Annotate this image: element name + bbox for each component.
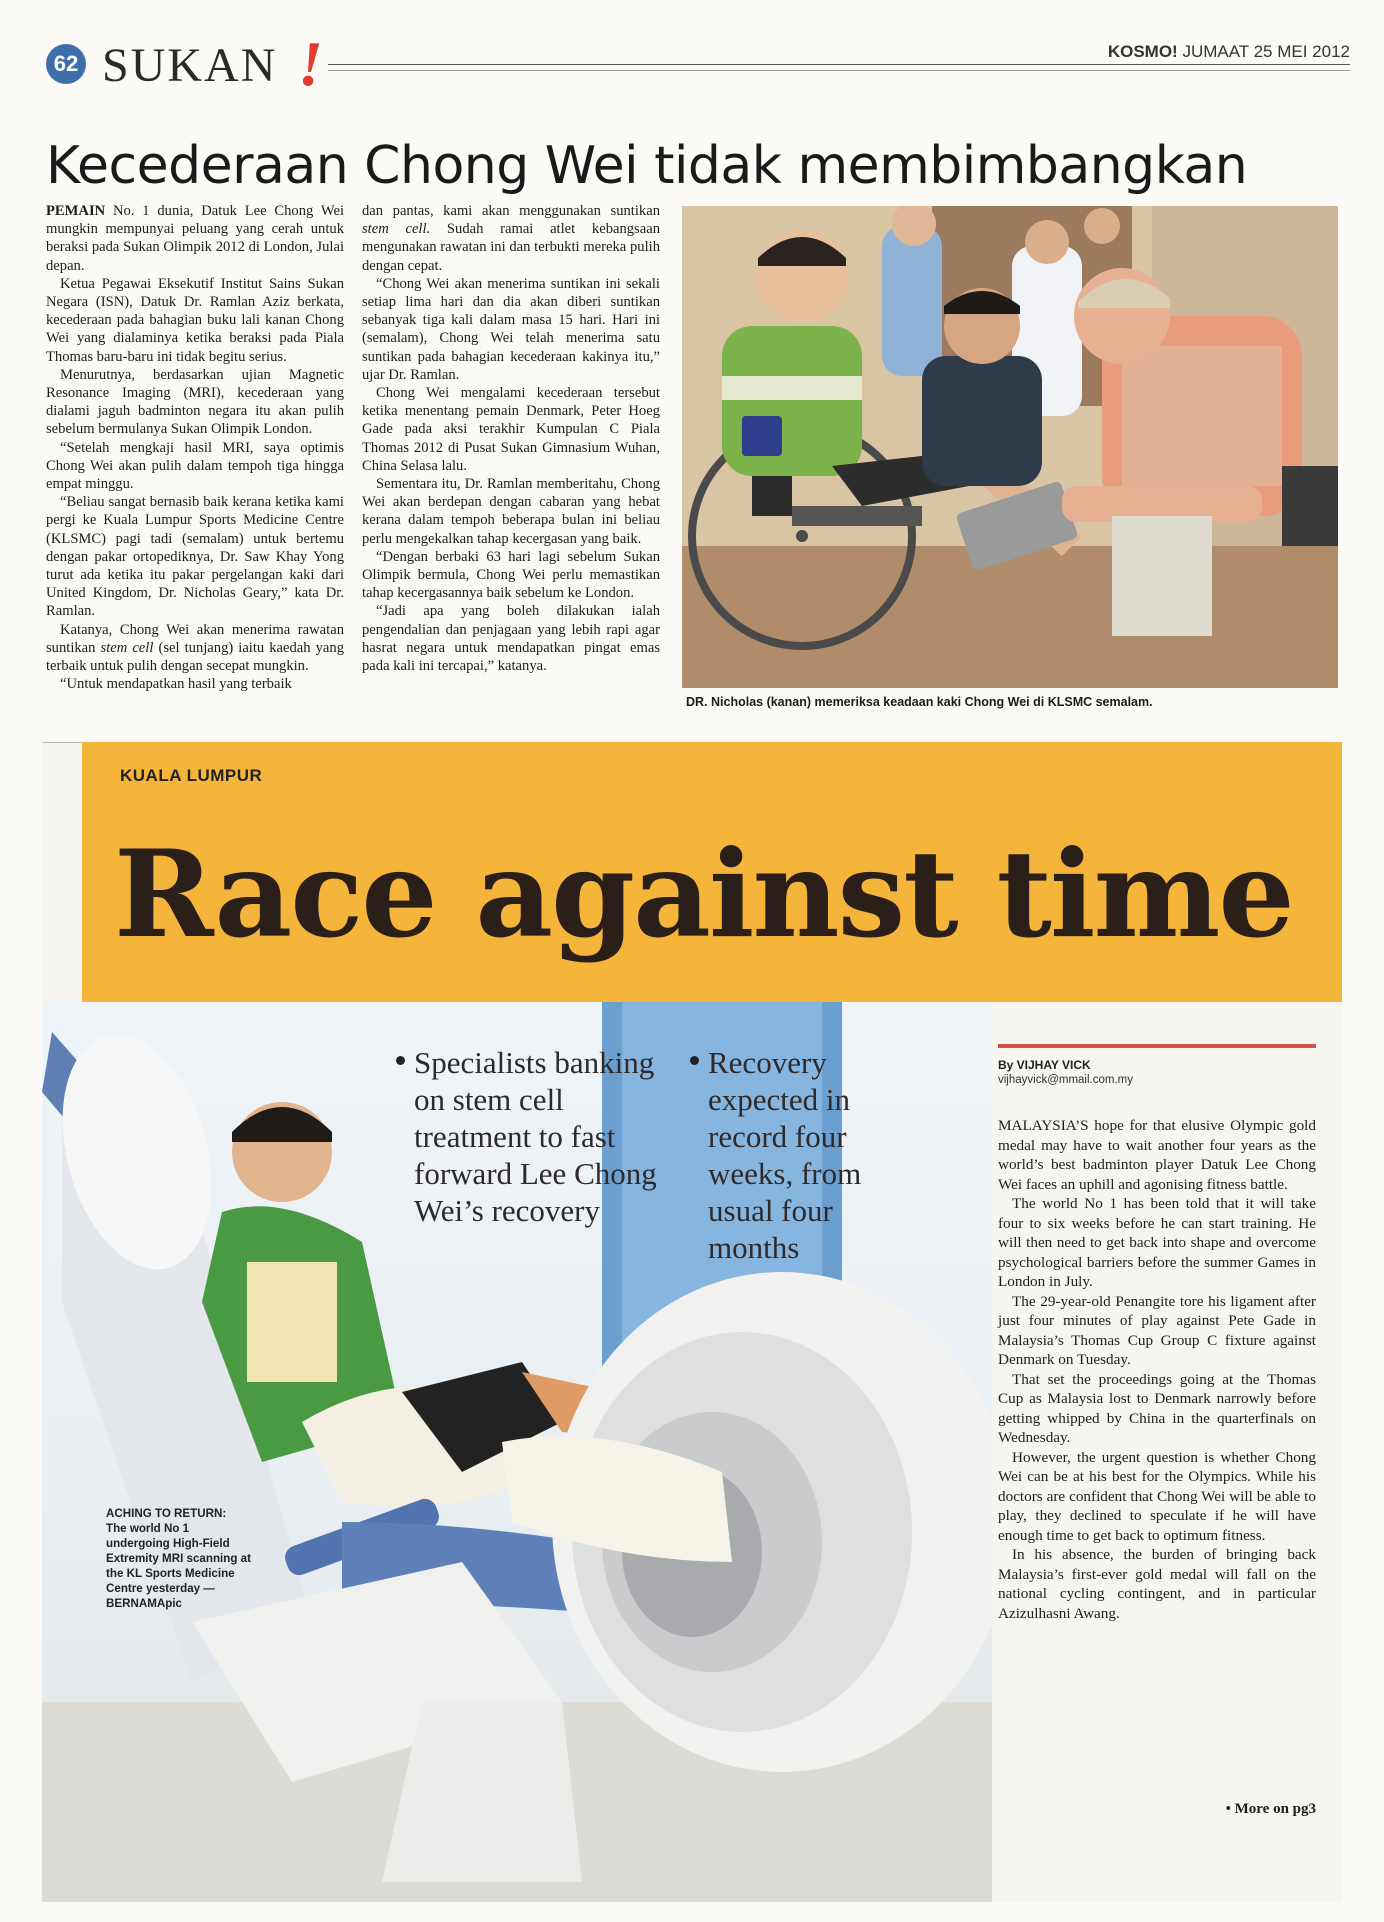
paragraph: “Beliau sangat bernasib baik kerana ketika kami pergi ke Kuala Lumpur Sports Medicine Centre (KLSMC) pagi tadi (semalam) untuk bertemu dengan pakar ortopediknya, Dr. Saw Khay Yong turut ada ketika itu pakar pergelangan kaki dari United Kingdom, Dr. Nicholas Geary,” kata Dr. Ramlan. <box>46 494 344 620</box>
paragraph-text: Sudah ramai atlet kebangsaan mengunakan rawatan ini dan terbukti mereka pulih dengan cepat. <box>362 221 660 274</box>
paragraph <box>362 202 660 275</box>
paragraph: However, the urgent question is whether Chong Wei can be at his best for the Olympics. While his doctors are confident that Chong Wei will be able to play, they declined to speculate if he will have enough time to get back to optimum fitness. <box>998 1448 1316 1544</box>
section-exclamation: ! <box>298 28 323 99</box>
byline-rule <box>998 1044 1316 1048</box>
paragraph: “Chong Wei akan menerima suntikan ini sekali setiap lima hari dan dia akan diberi suntikan sebanyak tiga kali dalam masa 15 hari. Hari ini (semalam), Chong Wei telah menerima satu suntikan pada bahagian kecederaan kakinya itu,” ujar Dr. Ramlan. <box>362 275 660 383</box>
photo-caption: DR. Nicholas (kanan) memeriksa keadaan kaki Chong Wei di KLSMC semalam. <box>686 695 1153 709</box>
bullet-dot <box>396 1056 405 1065</box>
bullet-text: Specialists banking on stem cell treatment to fast forward Lee Chong Wei’s recovery <box>414 1045 657 1228</box>
paragraph: Menurutnya, berdasarkan ujian Magnetic Resonance Imaging (MRI), kecederaan yang dialami jaguh badminton negara itu akan pulih sebelum bermulanya Sukan Olimpik London. <box>46 366 344 438</box>
section-title: SUKAN <box>102 39 278 92</box>
paragraph: That set the proceedings going at the Thomas Cup as Malaysia lost to Denmark narrowly before getting whipped by China in the quarterfinals on Wednesday. <box>998 1370 1316 1446</box>
paragraph <box>46 202 344 275</box>
summary-bullet <box>414 1044 674 1229</box>
emphasis: stem cell <box>100 639 154 656</box>
kicker: PEMAIN <box>46 203 106 219</box>
paragraph-text: dan pantas, kami akan menggunakan suntikan <box>362 203 660 219</box>
paragraph: “Setelah mengkaji hasil MRI, saya optimis Chong Wei akan pulih dalam tempoh tiga hingga empat minggu. <box>46 439 344 493</box>
bullet-dot <box>690 1056 699 1065</box>
top-headline: Kecederaan Chong Wei tidak membimbangkan <box>46 136 1248 196</box>
article-column-1 <box>46 202 344 693</box>
paragraph: “Jadi apa yang boleh dilakukan ialah pengendalian dan penjagaan yang lebih rapi agar hasrat negara untuk mendapatkan pingat emas pada kali ini tercapai,” katanya. <box>362 603 660 675</box>
paragraph-text: No. 1 dunia, Datuk Lee Chong Wei mungkin mempunyai peluang yang cerah untuk beraksi pada Sukan Olimpik 2012 di London, Julai depan. <box>46 203 344 274</box>
bullet-text: Recovery expected in record four weeks, from usual four months <box>708 1045 862 1265</box>
paragraph: In his absence, the burden of bringing back Malaysia’s first-ever gold medal will fall on the national cycling contingent, and in particular Azizulhasni Awang. <box>998 1546 1316 1622</box>
emphasis: stem cell. <box>362 221 431 238</box>
masthead <box>46 28 1350 99</box>
caption-text: The world No 1 undergoing High-Field Extremity MRI scanning at the KL Sports Medicine Centre yesterday — BERNAMApic <box>106 1522 251 1610</box>
paragraph: MALAYSIA’S hope for that elusive Olympic gold medal may have to wait another four years as the world’s best badminton player Datuk Lee Chong Wei faces an uphill and agonising fitness battle. <box>998 1117 1316 1193</box>
continued-link[interactable]: • More on pg3 <box>1225 1801 1316 1817</box>
feature-headline: Race against time <box>114 824 1293 965</box>
paragraph: Chong Wei mengalami kecederaan tersebut ketika menentang pemain Denmark, Peter Hoeg Gade pada aksi terakhir Kumpulan C Piala Thomas 2012 di Pusat Sukan Gimnasium Wuhan, China Selasa lalu. <box>362 385 660 474</box>
paragraph: Sementara itu, Dr. Ramlan memberitahu, Chong Wei akan berdepan dengan cabaran yang hebat kerana dalam tempoh beberapa bulan ini beliau perlu mengekalkan tahap kecergasan yang baik. <box>362 476 660 547</box>
publication-name: KOSMO! <box>1107 42 1178 61</box>
feature-body <box>998 1116 1316 1623</box>
dateline: KUALA LUMPUR <box>120 766 263 785</box>
paragraph-text: (sel tunjang) iaitu kaedah yang terbaik untuk pulih dengan secepat mungkin. <box>46 639 345 675</box>
author-email: vijhayvick@mmail.com.my <box>998 1074 1133 1086</box>
paragraph: “Untuk mendapatkan hasil yang terbaik <box>60 676 292 693</box>
article-column-2 <box>362 202 660 675</box>
doctor-exam-illustration <box>682 206 1338 688</box>
masthead-rule-thin <box>328 70 1350 71</box>
paragraph-text: Katanya, Chong Wei akan menerima rawatan suntikan <box>46 621 344 656</box>
doctor-exam-photo <box>682 206 1338 688</box>
caption-title: ACHING TO RETURN: <box>106 1507 227 1520</box>
publication-date: JUMAAT 25 MEI 2012 <box>1182 42 1350 61</box>
paragraph: The world No 1 has been told that it will take four to six weeks before he can start training. He will then need to get back into shape and overcome psychological barriers before the summer Games in London in July. <box>998 1195 1316 1290</box>
masthead-rule <box>328 64 1350 65</box>
paragraph: The 29-year-old Penangite tore his ligament after just four minutes of play against Pete Gade in Malaysia’s Thomas Cup Group C fixture against Denmark on Tuesday. <box>998 1292 1316 1368</box>
byline <box>998 1044 1316 1088</box>
paragraph: Ketua Pegawai Eksekutif Institut Sains Sukan Negara (ISN), Datuk Dr. Ramlan Aziz berkata, kecederaan pada bahagian buku lali kanan Chong Wei yang dialaminya ketika beraksi pada Piala Thomas baru-baru ini tidak begitu serius. <box>46 275 344 365</box>
page-number-badge: 62 <box>46 44 86 84</box>
mri-photo-caption <box>106 1506 256 1611</box>
publication-line <box>1108 42 1350 62</box>
paragraph <box>46 621 344 676</box>
feature-section <box>42 742 1342 1902</box>
summary-bullet <box>708 1044 908 1266</box>
paragraph: “Dengan berbaki 63 hari lagi sebelum Sukan Olimpik bermula, Chong Wei perlu memastikan tahap kecergasannya baik sebelum ke London. <box>362 548 660 602</box>
author-name: By VIJHAY VICK <box>998 1058 1091 1072</box>
